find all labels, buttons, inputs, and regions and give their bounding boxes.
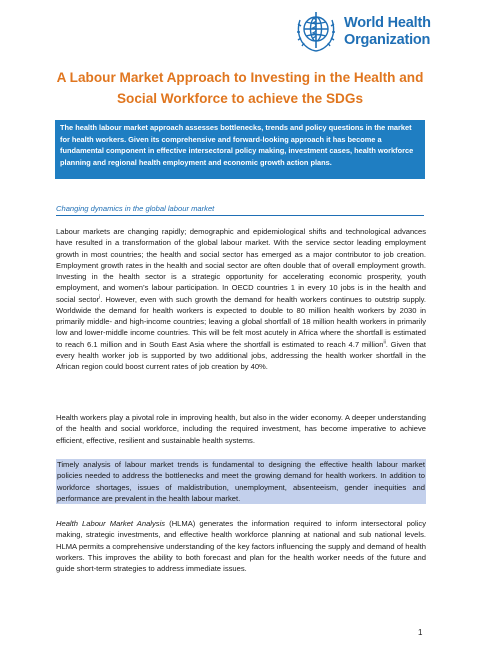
document-title bbox=[40, 67, 440, 109]
paragraph-hlma bbox=[56, 518, 426, 574]
paragraph1-part-a: Labour markets are changing rapidly; demographic and epidemiological shifts and technological advances have resulted in a transformation of the global labour market. With the service sector leading employment growth in most countries; the health and social sector has emerged as a major contributor to job creation. Employment growth rates in the health and social sector are often double that of overall employment growth. Investing in the health sector is a strategic opportunity for accelerating economic prosperity, youth employment, and women’s labour participation. In OECD countries 1 in every 10 jobs is in the health and social sector bbox=[56, 227, 426, 304]
paragraph1-part-c: . Given that every health worker job is supported by two additional jobs, addressing the health worker shortfall in the African region could boost current rates of job creation by 40%. bbox=[56, 339, 426, 371]
org-name-line1: World Health bbox=[344, 15, 431, 31]
footnote-ref-ii[interactable]: ii bbox=[383, 338, 386, 345]
footnote-ref-i[interactable]: i bbox=[99, 293, 101, 300]
org-name-line2: Organization bbox=[344, 32, 431, 48]
title-line1: A Labour Market Approach to Investing in the Health and bbox=[56, 70, 424, 85]
title-line2: Social Workforce to achieve the SDGs bbox=[116, 91, 364, 106]
paragraph4-rest: (HLMA) generates the information required to inform intersectoral policy making, strategic investments, and effective health workforce planning at national and sub national levels. HLMA permits a comprehensive understanding of the key factors influencing the supply and demand of health workers. This improves the ability to both forecast and plan for the health worker needs of the future and guide short-term strategies to address immediate issues. bbox=[56, 519, 426, 573]
who-logo bbox=[294, 8, 444, 56]
paragraph-health-workers: Health workers play a pivotal role in improving health, but also in the wider economy. A deeper understanding of the health and social workforce, including the required investment, has become imperative to achieve efficient, effective, resilient and sustainable health systems. bbox=[56, 413, 426, 445]
paragraph1-part-b: . However, even with such growth the demand for health workers continues to outstrip supply. Worldwide the demand for health workers is expected to double to 80 million health workers by 2030 in primarily middle- and high-income countries; leaving a global shortfall of 18 million health workers in primarily low and lower-middle income countries. This will be felt most acutely in Africa where the shortfall is estimated to reach 6.1 million and in South East Asia where the shortfall is estimated to reach 4.7 million bbox=[56, 294, 426, 349]
page-number: 1 bbox=[418, 628, 423, 637]
paragraph-highlighted: Timely analysis of labour market trends is fundamental to designing the effective health labour market policies needed to address the bottlenecks and meet the growing demand for health workers. In addition to workforce shortages, issues of maldistribution, unemployment, absenteeism, gender inequities and performance are prevalent in the health labour market. bbox=[57, 460, 425, 503]
organization-name bbox=[344, 15, 431, 49]
intro-summary-box: The health labour market approach assesses bottlenecks, trends and policy questions in the market for health workers. Given its comprehensive and forward-looking approach it has become a fundamental component in effective intersectoral policy making, investment cases, health workforce planning and regional health employment and economic growth action plans. bbox=[55, 120, 425, 179]
hlma-term: Health Labour Market Analysis bbox=[56, 519, 166, 528]
who-emblem-icon bbox=[294, 8, 338, 54]
section-heading: Changing dynamics in the global labour market bbox=[56, 204, 424, 216]
paragraph-labour-markets bbox=[56, 226, 426, 372]
